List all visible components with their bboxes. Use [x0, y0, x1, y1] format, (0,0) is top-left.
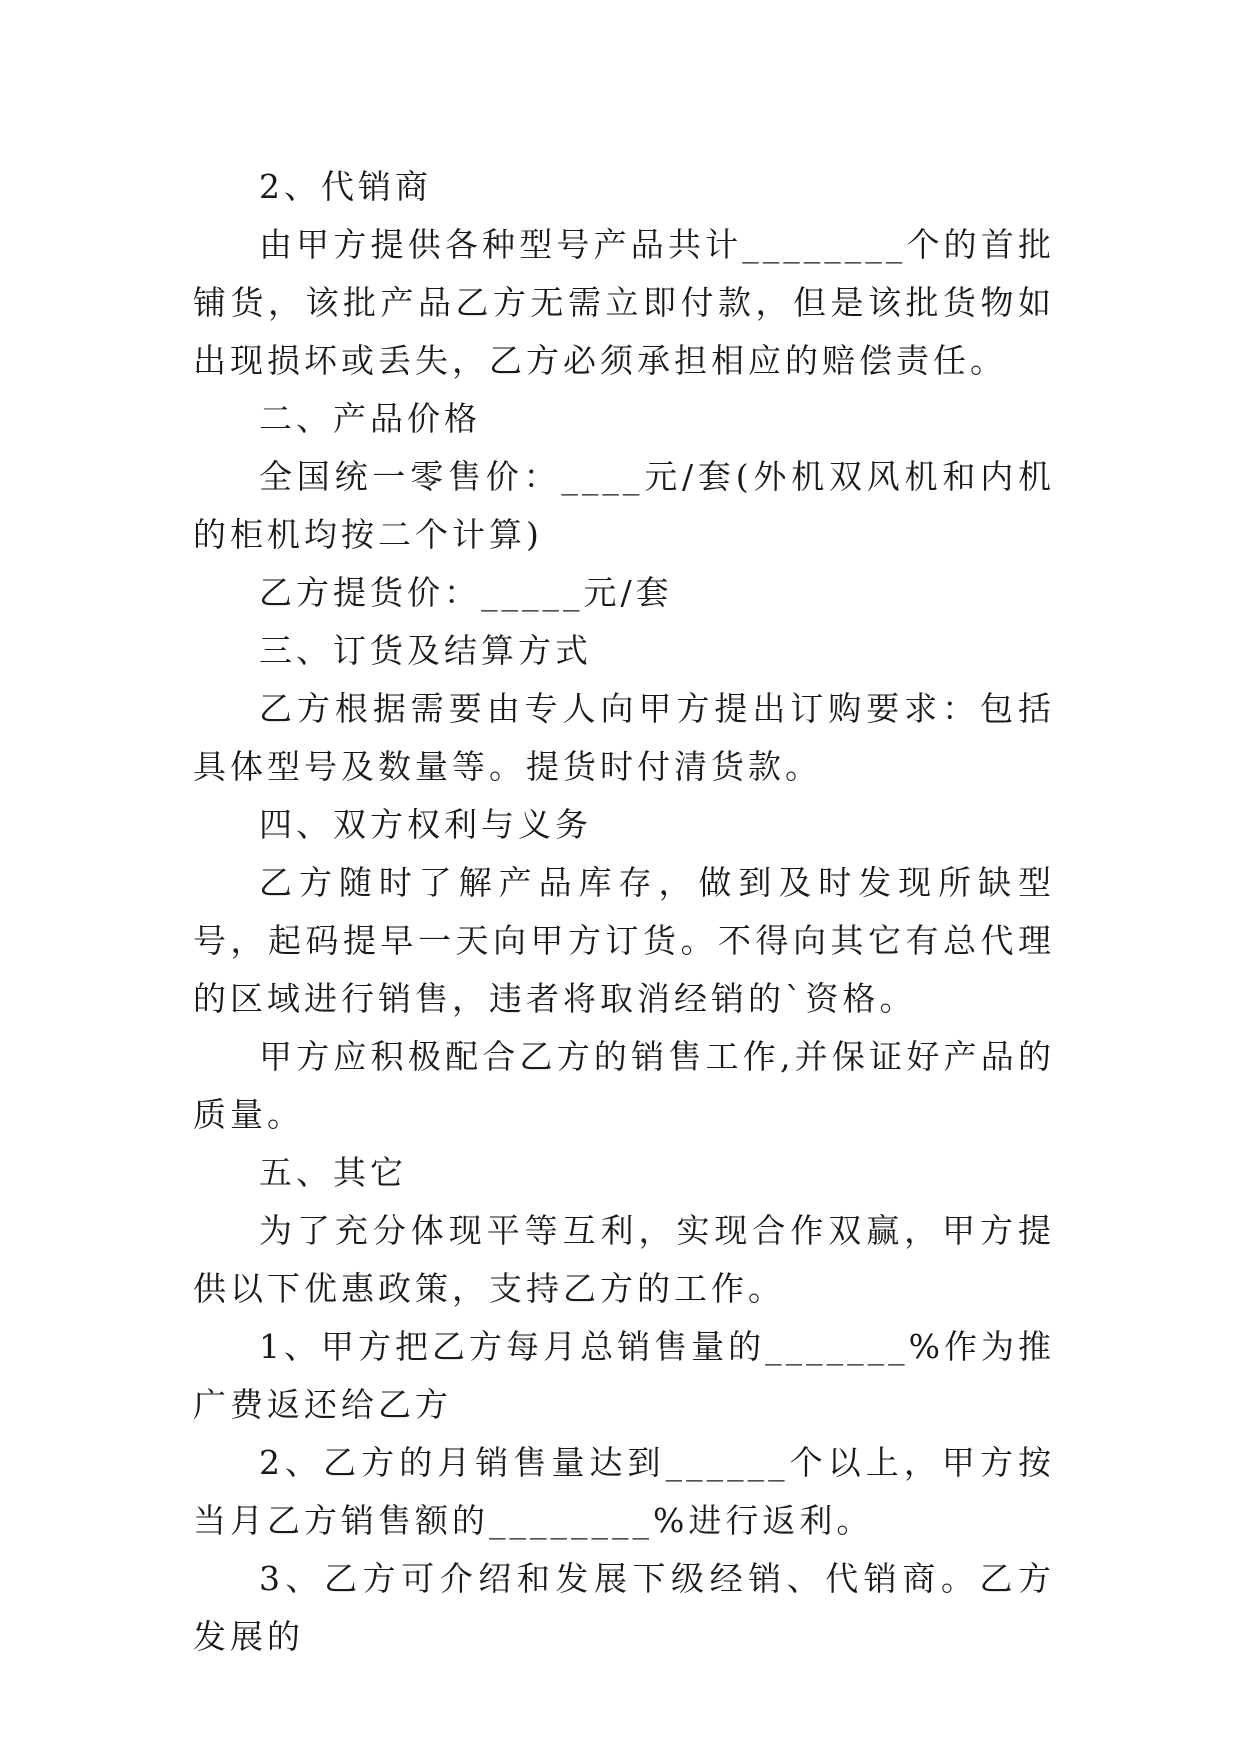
heading-agent: 2、代销商 — [259, 167, 432, 206]
paragraph-rebate-1: 1、甲方把乙方每月总销售量的_______%作为推广费返还给乙方 — [193, 1327, 1055, 1424]
heading-product-price: 二、产品价格 — [259, 399, 481, 438]
paragraph-retail-price: 全国统一零售价：____元/套(外机双风机和内机的柜机均按二个计算) — [193, 457, 1055, 554]
paragraph-ordering: 乙方根据需要由专人向甲方提出订购要求：包括具体型号及数量等。提货时付清货款。 — [193, 689, 1055, 786]
paragraph-policy: 为了充分体现平等互利，实现合作双赢，甲方提供以下优惠政策，支持乙方的工作。 — [193, 1211, 1055, 1308]
paragraph-inventory: 乙方随时了解产品库存，做到及时发现所缺型号，起码提早一天向甲方订货。不得向其它有总代理的区域进行销售，违者将取消经销的`资格。 — [193, 863, 1055, 1018]
heading-rights-obligations: 四、双方权利与义务 — [259, 805, 592, 844]
paragraph-quality: 甲方应积极配合乙方的销售工作,并保证好产品的质量。 — [193, 1037, 1055, 1134]
paragraph-initial-stock: 由甲方提供各种型号产品共计________个的首批铺货，该批产品乙方无需立即付款，但是该批货物如出现损坏或丢失，乙方必须承担相应的赔偿责任。 — [193, 225, 1055, 380]
heading-ordering-settlement: 三、订货及结算方式 — [259, 631, 592, 670]
paragraph-rebate-2: 2、乙方的月销售量达到______个以上，甲方按当月乙方销售额的________%进行返利。 — [193, 1443, 1055, 1540]
paragraph-sub-dealers: 3、乙方可介绍和发展下级经销、代销商。乙方发展的 — [193, 1559, 1055, 1656]
document-body — [193, 158, 1055, 1666]
heading-other: 五、其它 — [259, 1153, 407, 1192]
paragraph-pickup-price: 乙方提货价：_____元/套 — [259, 573, 673, 612]
